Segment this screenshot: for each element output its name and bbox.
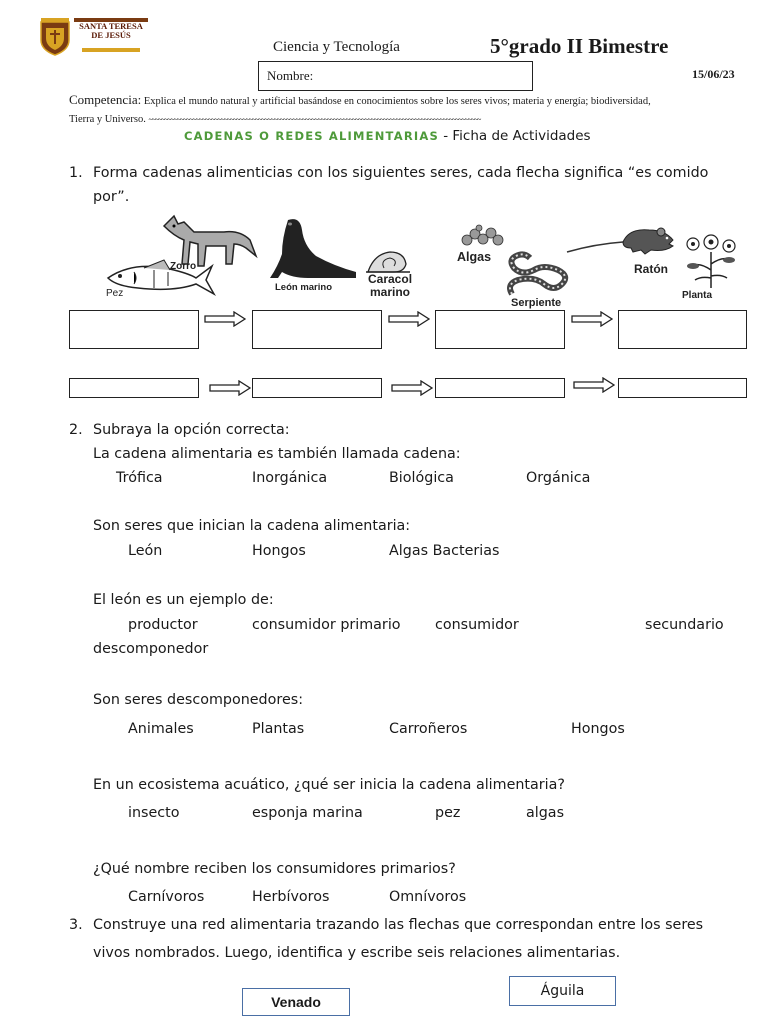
chain2-box-1[interactable] bbox=[69, 378, 199, 398]
chain1-box-3[interactable] bbox=[435, 310, 565, 349]
box-venado[interactable] bbox=[242, 988, 350, 1016]
label-caracol bbox=[368, 273, 412, 299]
grade-title: 5°grado II Bimestre bbox=[490, 34, 669, 58]
label-algas: Algas bbox=[457, 250, 492, 264]
q2-option-2-3[interactable]: Algas Bacterias bbox=[389, 543, 500, 559]
q3-text-line2: vivos nombrados. Luego, identifica y escribe seis relaciones alimentarias. bbox=[93, 945, 621, 961]
fox-icon bbox=[160, 214, 258, 268]
label-serpiente: Serpiente bbox=[511, 297, 562, 309]
q1-text-line2: por”. bbox=[93, 189, 130, 205]
subject-title: Ciencia y Tecnología bbox=[273, 39, 400, 55]
competencia-label: Competencia: bbox=[69, 92, 142, 107]
q2-option-5-4[interactable]: algas bbox=[526, 805, 565, 821]
q2-prompt-3: El león es un ejemplo de: bbox=[93, 592, 274, 608]
q1-text-line1: Forma cadenas alimenticias con los siguientes seres, cada flecha significa “es comido bbox=[93, 165, 709, 181]
snake-icon bbox=[504, 248, 574, 298]
q2-option-2-1[interactable]: León bbox=[128, 543, 163, 559]
q2-prompt-6: ¿Qué nombre reciben los consumidores primarios? bbox=[93, 861, 456, 877]
label-caracol-line1: Caracol bbox=[368, 272, 413, 286]
sea-lion-icon bbox=[268, 216, 360, 280]
q2-option-1-3[interactable]: Biológica bbox=[389, 470, 454, 486]
chain1-box-1[interactable] bbox=[69, 310, 199, 349]
chain2-box-4[interactable] bbox=[618, 378, 747, 398]
chain2-box-2[interactable] bbox=[252, 378, 382, 398]
q2-option-5-2[interactable]: esponja marina bbox=[252, 805, 363, 821]
chain1-arrow-2-icon bbox=[388, 311, 430, 327]
name-field[interactable] bbox=[258, 61, 533, 91]
box-aguila[interactable] bbox=[509, 976, 616, 1006]
box-venado-label: Venado bbox=[271, 994, 321, 1010]
q2-option-3-5[interactable]: descomponedor bbox=[93, 641, 209, 657]
chain1-arrow-3-icon bbox=[571, 311, 613, 327]
box-aguila-label: Águila bbox=[540, 983, 585, 999]
label-pez: Pez bbox=[106, 288, 124, 299]
q2-prompt-5: En un ecosistema acuático, ¿qué ser inicia la cadena alimentaria? bbox=[93, 777, 565, 793]
q2-option-1-2[interactable]: Inorgánica bbox=[252, 470, 328, 486]
q2-option-2-2[interactable]: Hongos bbox=[252, 543, 306, 559]
q2-option-3-4[interactable]: secundario bbox=[645, 617, 724, 633]
chain1-box-2[interactable] bbox=[252, 310, 382, 349]
q2-prompt-2: Son seres que inician la cadena alimentaria: bbox=[93, 518, 411, 534]
chain1-box-4[interactable] bbox=[618, 310, 747, 349]
school-logo bbox=[38, 16, 148, 56]
q2-option-5-3[interactable]: pez bbox=[435, 805, 461, 821]
label-leon-marino: León marino bbox=[275, 282, 333, 293]
q2-option-3-1[interactable]: productor bbox=[128, 617, 198, 633]
q2-intro: Subraya la opción correcta: bbox=[93, 422, 290, 438]
q2-option-6-3[interactable]: Omnívoros bbox=[389, 889, 467, 905]
q2-option-3-2[interactable]: consumidor primario bbox=[252, 617, 401, 633]
plant-icon bbox=[683, 232, 739, 290]
wavy-line: ~~~~~~~~~~~~~~~~~~~~~~~~~~~~~~~~~~~~~~~~~~~~~~~~~~~~~~~~~~~~~~~~~~~~~~~~~~~~~~~~~~~~~~~~~~~~~~~~~~~~~~~~~~ bbox=[148, 115, 481, 124]
q2-option-5-1[interactable]: insecto bbox=[128, 805, 180, 821]
snail-icon bbox=[364, 246, 412, 274]
q3-number: 3. bbox=[69, 917, 83, 933]
chain2-arrow-2-icon bbox=[391, 380, 433, 396]
school-name: SANTA TERESA DE JESÚS bbox=[79, 21, 143, 40]
chain2-arrow-1-icon bbox=[209, 380, 251, 396]
date: 15/06/23 bbox=[692, 67, 735, 81]
q2-option-4-4[interactable]: Hongos bbox=[571, 721, 625, 737]
q2-option-6-2[interactable]: Herbívoros bbox=[252, 889, 330, 905]
competencia-text-1: Explica el mundo natural y artificial basándose en conocimientos sobre los seres vivos; materia y energía; biodiversidad, bbox=[143, 96, 651, 107]
worksheet-title-main: CADENAS O REDES ALIMENTARIAS bbox=[184, 129, 439, 143]
algae-icon bbox=[459, 224, 505, 248]
label-zorro: Zorro bbox=[170, 261, 197, 272]
q2-option-1-4[interactable]: Orgánica bbox=[526, 470, 591, 486]
q3-text-line1: Construye una red alimentaria trazando las flechas que correspondan entre los seres bbox=[93, 917, 704, 933]
label-planta: Planta bbox=[682, 290, 713, 301]
q2-option-3-3[interactable]: consumidor bbox=[435, 617, 519, 633]
worksheet-title-sub: - Ficha de Actividades bbox=[438, 128, 591, 144]
q2-option-4-1[interactable]: Animales bbox=[128, 721, 194, 737]
label-raton: Ratón bbox=[634, 262, 668, 276]
q2-prompt-1: La cadena alimentaria es también llamada cadena: bbox=[93, 446, 461, 462]
worksheet-title bbox=[184, 128, 591, 144]
q2-option-4-3[interactable]: Carroñeros bbox=[389, 721, 468, 737]
q1-number: 1. bbox=[69, 165, 83, 181]
q2-option-1-1[interactable]: Trófica bbox=[116, 470, 163, 486]
competencia-text-2: Tierra y Universo. bbox=[69, 114, 146, 125]
q2-option-4-2[interactable]: Plantas bbox=[252, 721, 305, 737]
name-label: Nombre: bbox=[267, 68, 314, 83]
q2-prompt-4: Son seres descomponedores: bbox=[93, 692, 304, 708]
chain1-arrow-1-icon bbox=[204, 311, 246, 327]
competencia bbox=[69, 91, 729, 129]
label-caracol-line2: marino bbox=[370, 285, 411, 299]
q2-option-6-1[interactable]: Carnívoros bbox=[128, 889, 205, 905]
chain2-arrow-3-icon bbox=[573, 377, 615, 393]
q2-number: 2. bbox=[69, 422, 83, 438]
mouse-icon bbox=[565, 224, 677, 256]
chain2-box-3[interactable] bbox=[435, 378, 565, 398]
